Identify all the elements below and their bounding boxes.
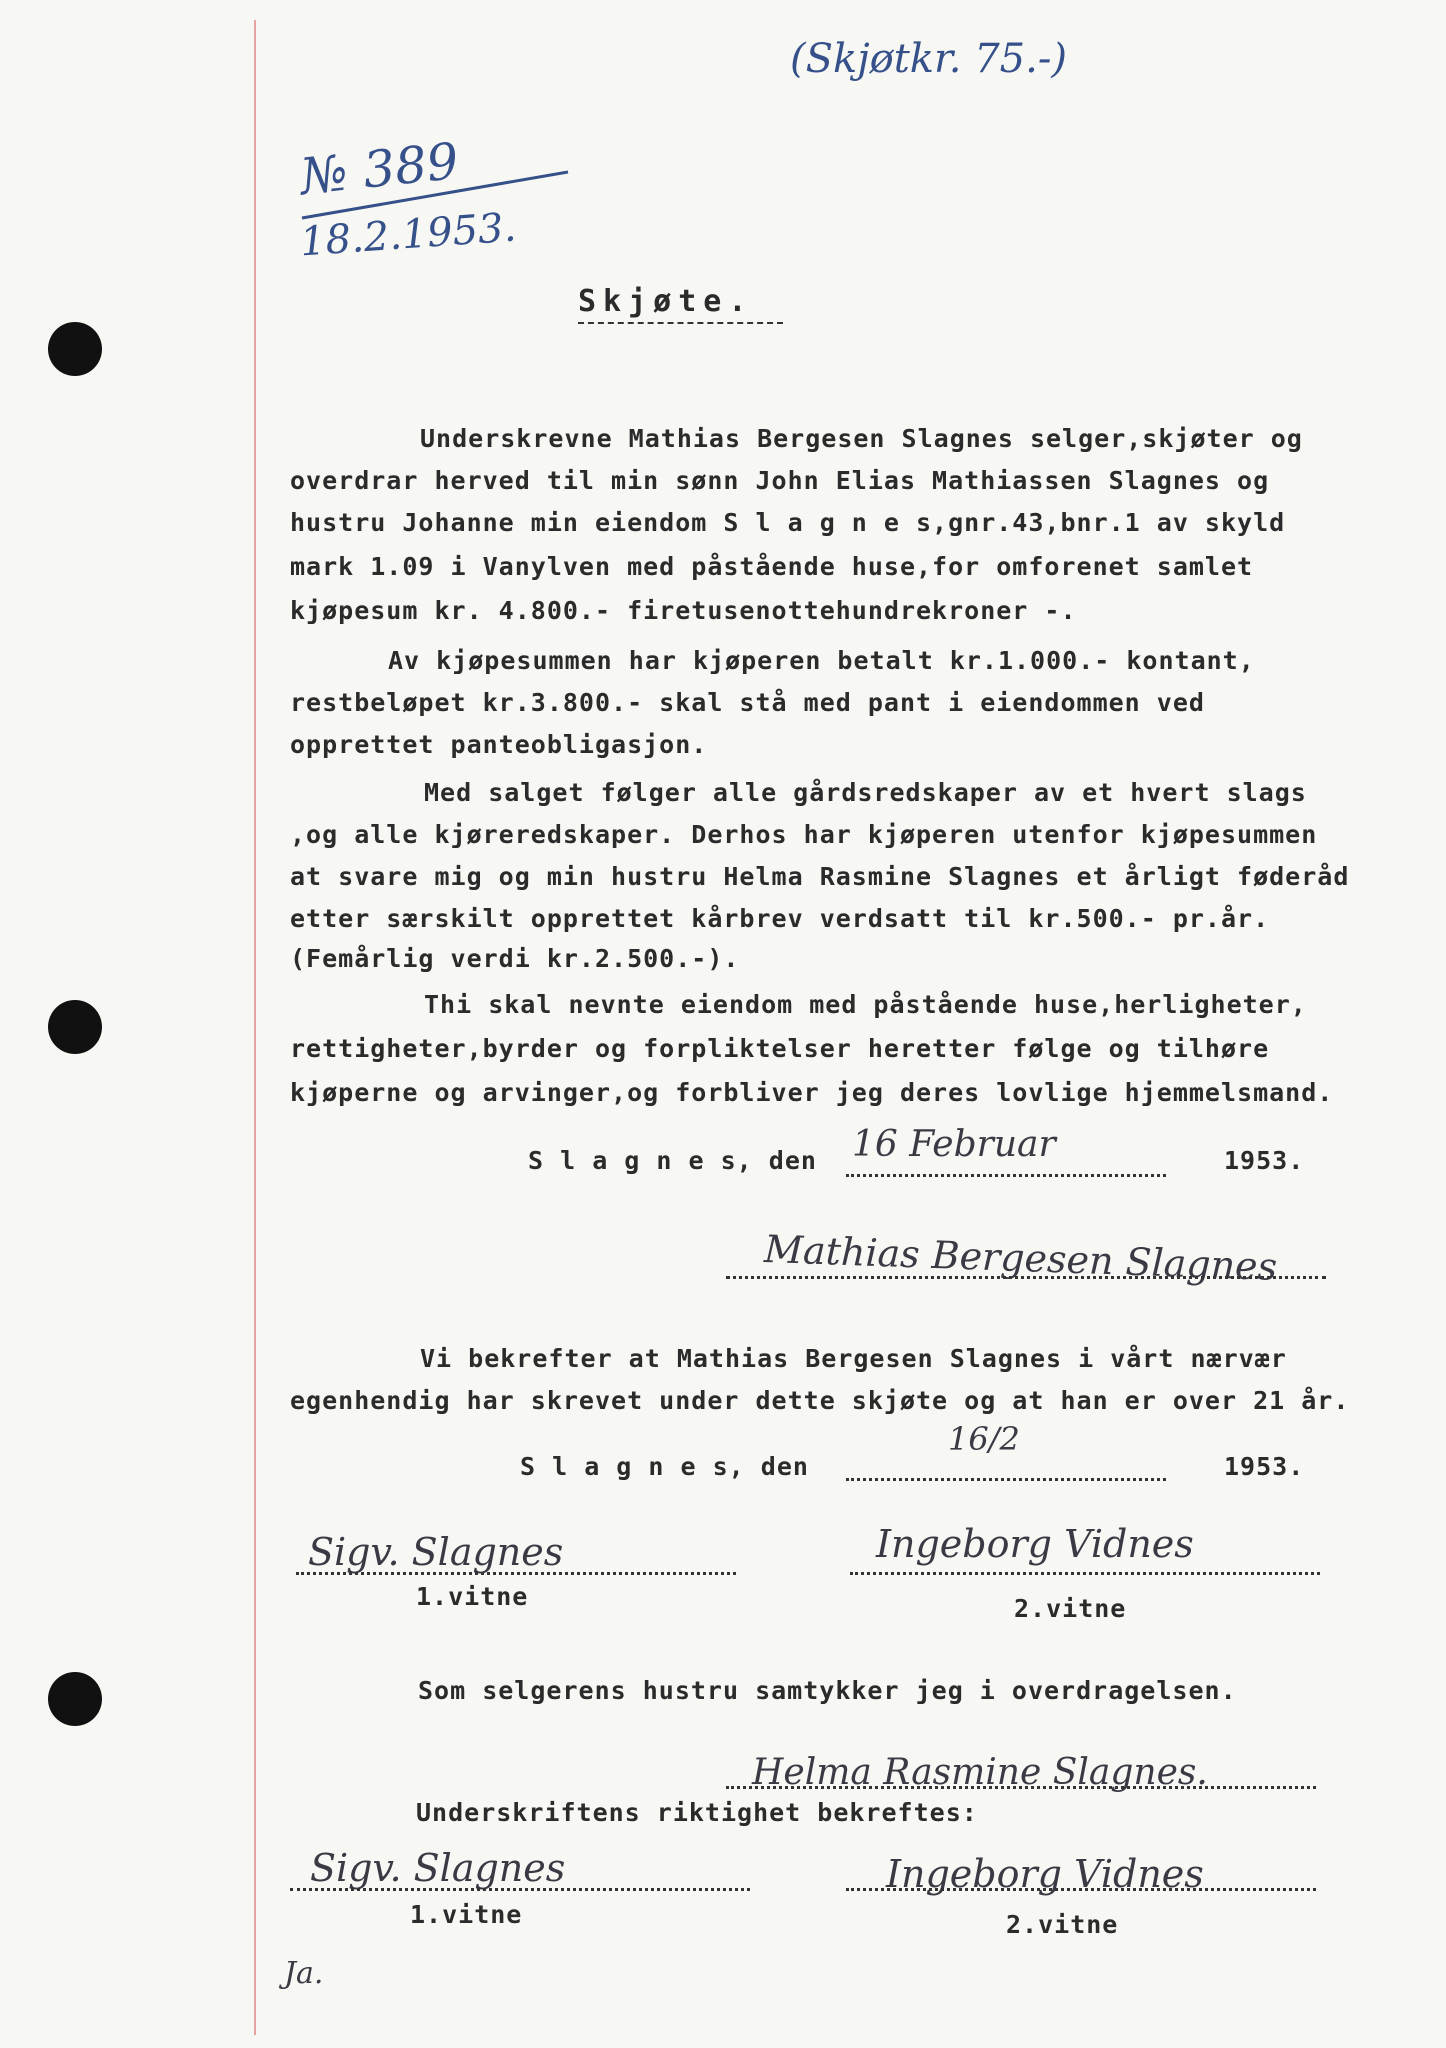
body-line: restbeløpet kr.3.800.- skal stå med pant i eiendommen ved: [290, 688, 1205, 717]
top-note: (Skjøtkr. 75.-): [790, 36, 1067, 82]
witness-text-line: Vi bekrefter at Mathias Bergesen Slagnes i vårt nærvær: [420, 1344, 1287, 1373]
wife-signature-dotted-line: [726, 1786, 1316, 1789]
handwritten-date: 16/2: [948, 1420, 1020, 1458]
place-label: S l a g n e s, den: [528, 1146, 817, 1175]
body-line: at svare mig og min hustru Helma Rasmine Slagnes et årligt føderåd: [290, 862, 1350, 891]
witness2-dotted-line: [850, 1572, 1320, 1575]
witness2-label: 2.vitne: [1006, 1910, 1119, 1939]
year: 1953.: [1224, 1146, 1305, 1175]
body-line: Thi skal nevnte eiendom med påstående huse,herligheter,: [424, 990, 1307, 1019]
witness1-dotted-line: [296, 1572, 736, 1575]
body-line: mark 1.09 i Vanylven med påstående huse,for omforenet samlet: [290, 552, 1254, 581]
doc-number: № 389: [297, 131, 462, 207]
body-line: (Femårlig verdi kr.2.500.-).: [290, 944, 740, 973]
body-line: Med salget følger alle gårdsredskaper av et hvert slags: [424, 778, 1307, 807]
doc-date: 18.2.1953.: [298, 204, 518, 266]
initials: Ja.: [284, 1956, 324, 1991]
confirm-text: Underskriftens riktighet bekreftes:: [416, 1798, 978, 1827]
wife-signature: Helma Rasmine Slagnes.: [752, 1752, 1208, 1793]
witness1-signature: Sigv. Slagnes: [310, 1846, 566, 1890]
witness1-dotted-line: [290, 1888, 750, 1891]
handwritten-date: 16 Februar: [852, 1124, 1056, 1165]
place-label: S l a g n e s, den: [520, 1452, 809, 1481]
seller-signature: Mathias Bergesen Slagnes: [763, 1227, 1278, 1289]
witness2-label: 2.vitne: [1014, 1594, 1127, 1623]
body-line: kjøperne og arvinger,og forbliver jeg deres lovlige hjemmelsmand.: [290, 1078, 1334, 1107]
witness1-signature: Sigv. Slagnes: [308, 1530, 564, 1574]
body-line: overdrar herved til min sønn John Elias Mathiassen Slagnes og: [290, 466, 1270, 495]
body-line: hustru Johanne min eiendom S l a g n e s,gnr.43,bnr.1 av skyld: [290, 508, 1286, 537]
year: 1953.: [1224, 1452, 1305, 1481]
body-line: Underskrevne Mathias Bergesen Slagnes selger,skjøter og: [420, 424, 1303, 453]
body-line: opprettet panteobligasjon.: [290, 730, 708, 759]
date-dotted-line: [846, 1478, 1166, 1481]
punch-hole: [48, 322, 102, 376]
consent-text: Som selgerens hustru samtykker jeg i overdragelsen.: [418, 1676, 1237, 1705]
margin-line: [254, 20, 256, 2035]
punch-hole: [48, 1672, 102, 1726]
signature-dotted-line: [726, 1276, 1326, 1279]
body-line: rettigheter,byrder og forpliktelser heretter følge og tilhøre: [290, 1034, 1270, 1063]
body-line: kjøpesum kr. 4.800.- firetusenottehundrekroner -.: [290, 596, 1077, 625]
body-line: ,og alle kjøreredskaper. Derhos har kjøperen utenfor kjøpesummen: [290, 820, 1318, 849]
witness1-label: 1.vitne: [410, 1900, 523, 1929]
witness-text-line: egenhendig har skrevet under dette skjøte og at han er over 21 år.: [290, 1386, 1350, 1415]
witness1-label: 1.vitne: [416, 1582, 529, 1611]
witness2-dotted-line: [846, 1888, 1316, 1891]
witness2-signature: Ingeborg Vidnes: [886, 1852, 1204, 1896]
page-title: Skjøte.: [578, 284, 754, 319]
date-dotted-line: [846, 1174, 1166, 1177]
punch-hole: [48, 1000, 102, 1054]
body-line: Av kjøpesummen har kjøperen betalt kr.1.000.- kontant,: [388, 646, 1255, 675]
body-line: etter særskilt opprettet kårbrev verdsatt til kr.500.- pr.år.: [290, 904, 1270, 933]
title-underline: [578, 322, 783, 324]
witness2-signature: Ingeborg Vidnes: [876, 1522, 1194, 1566]
